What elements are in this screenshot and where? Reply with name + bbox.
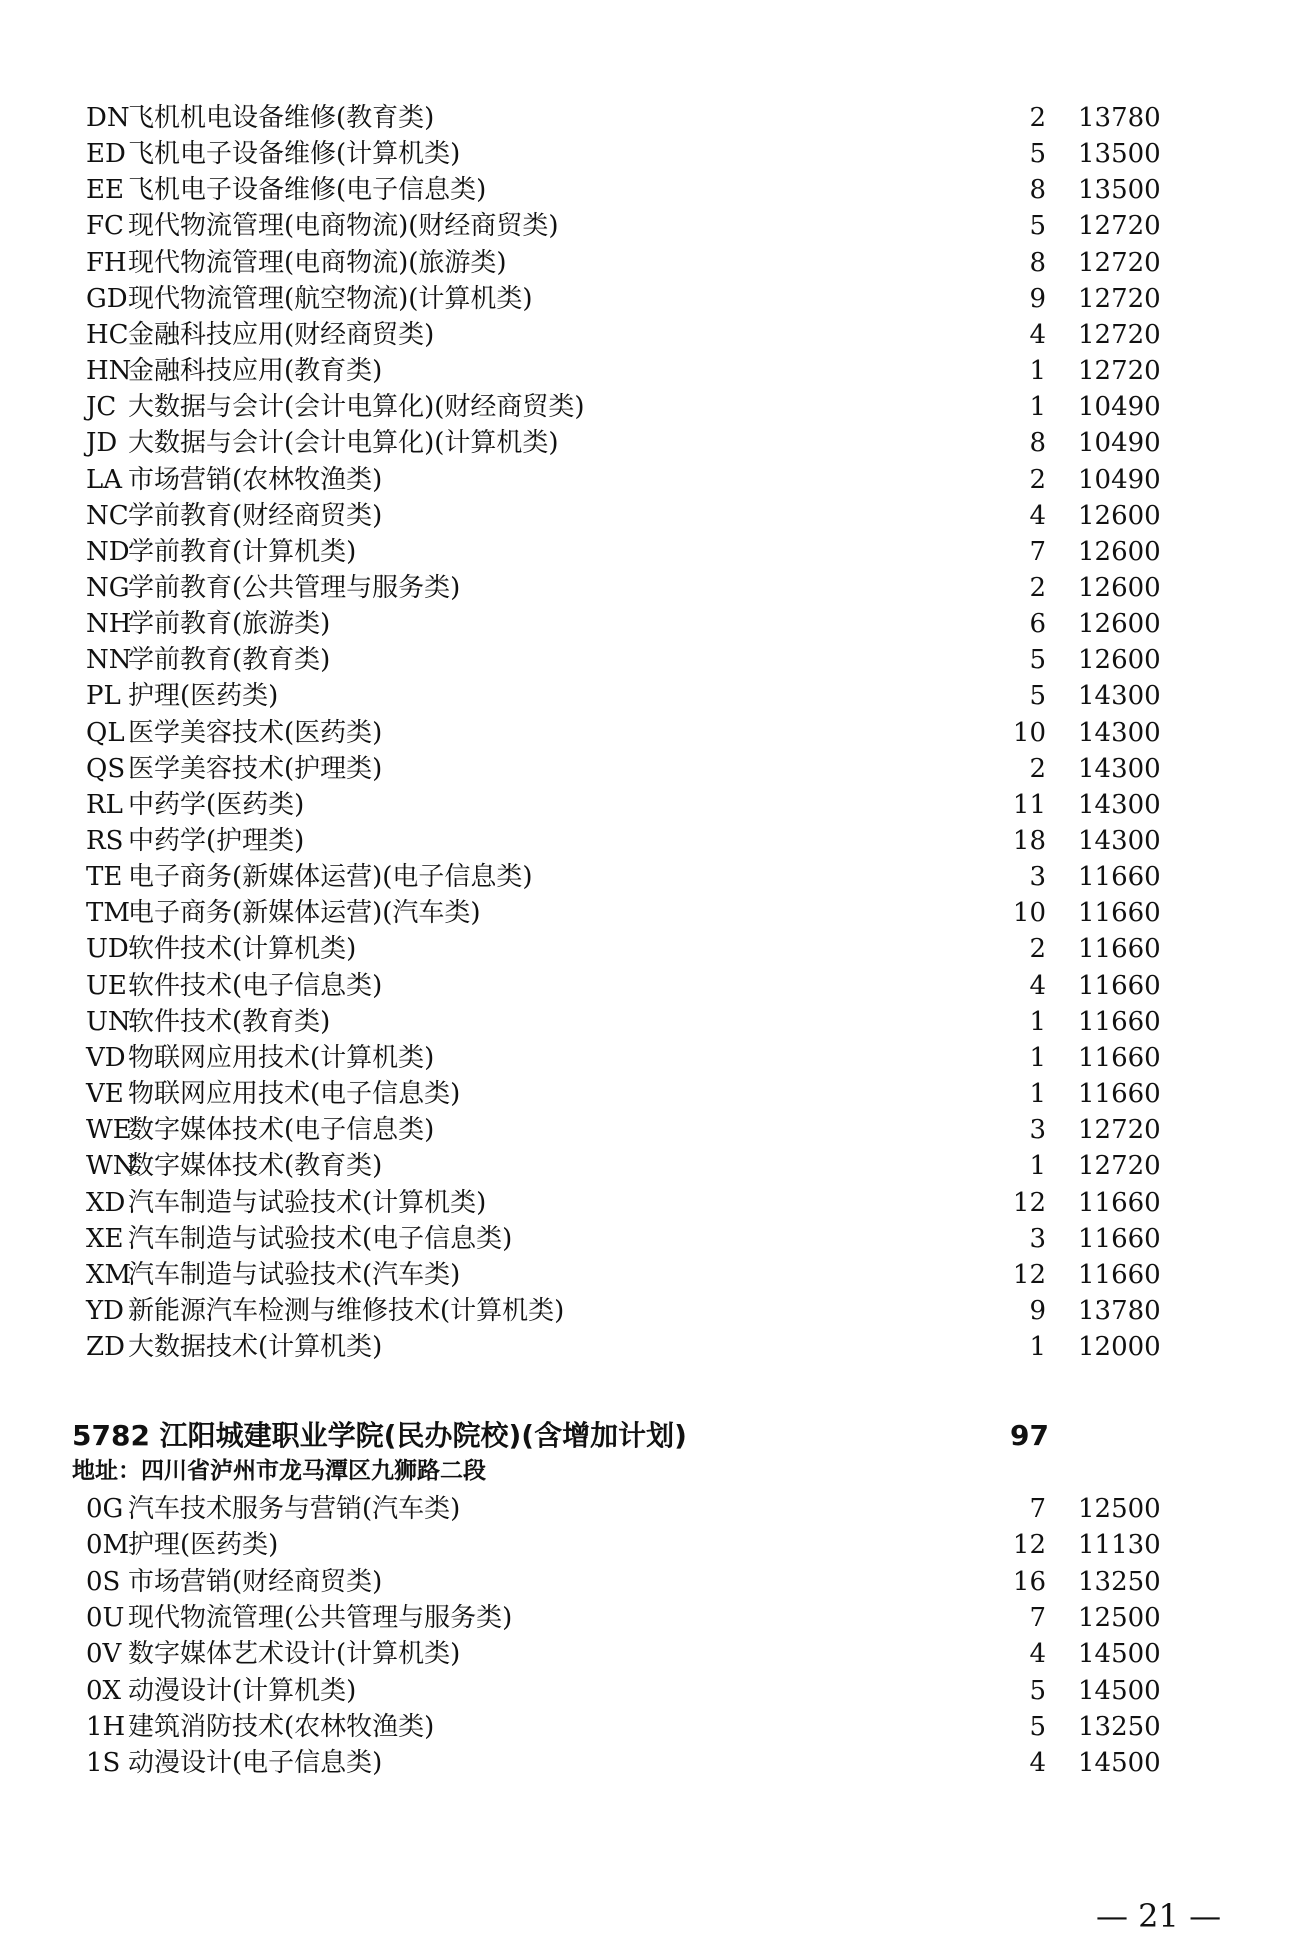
major-name: 动漫设计(计算机类) bbox=[128, 1675, 357, 1706]
plan-count: 9 bbox=[1029, 283, 1046, 314]
major-name: 软件技术(教育类) bbox=[128, 1006, 331, 1037]
table-row bbox=[0, 1330, 1292, 1364]
table-row bbox=[0, 173, 1292, 207]
tuition-fee: 10490 bbox=[1078, 428, 1161, 459]
major-name: 学前教育(财经商贸类) bbox=[128, 500, 383, 531]
tuition-fee: 10490 bbox=[1078, 464, 1161, 495]
tuition-fee: 12720 bbox=[1078, 319, 1161, 350]
table-row bbox=[0, 788, 1292, 822]
table-row bbox=[0, 463, 1292, 497]
major-name: 学前教育(公共管理与服务类) bbox=[128, 572, 461, 603]
tuition-fee: 13500 bbox=[1078, 175, 1161, 206]
major-name: 护理(医药类) bbox=[128, 1530, 279, 1561]
major-code: LA bbox=[86, 464, 123, 495]
table-row bbox=[0, 137, 1292, 171]
major-code: GD bbox=[86, 283, 128, 314]
major-code: RL bbox=[86, 789, 123, 820]
table-row bbox=[0, 716, 1292, 750]
tuition-fee: 12720 bbox=[1078, 283, 1161, 314]
plan-count: 4 bbox=[1029, 500, 1046, 531]
table-row bbox=[0, 1222, 1292, 1256]
major-name: 学前教育(计算机类) bbox=[128, 536, 357, 567]
major-name: 现代物流管理(电商物流)(财经商贸类) bbox=[128, 211, 559, 242]
table-row bbox=[0, 752, 1292, 786]
tuition-fee: 11660 bbox=[1078, 1223, 1161, 1254]
table-row bbox=[0, 1294, 1292, 1328]
plan-count: 12 bbox=[1012, 1530, 1046, 1561]
tuition-fee: 14300 bbox=[1078, 826, 1161, 856]
tuition-fee: 12720 bbox=[1078, 247, 1161, 278]
major-code: ND bbox=[86, 536, 130, 567]
plan-count: 12 bbox=[1012, 1259, 1046, 1290]
plan-count: 3 bbox=[1029, 1115, 1046, 1146]
major-name: 学前教育(旅游类) bbox=[128, 609, 331, 640]
plan-count: 11 bbox=[1012, 789, 1046, 820]
major-code: NC bbox=[86, 500, 129, 531]
major-code: 0V bbox=[86, 1639, 122, 1670]
table-row bbox=[0, 390, 1292, 424]
table-row bbox=[0, 1113, 1292, 1147]
plan-count: 5 bbox=[1029, 211, 1046, 242]
major-name: 护理(医药类) bbox=[128, 681, 279, 712]
major-name: 汽车制造与试验技术(计算机类) bbox=[128, 1187, 487, 1218]
major-code: DN bbox=[86, 103, 130, 133]
table-row bbox=[0, 246, 1292, 280]
tuition-fee: 11660 bbox=[1078, 1259, 1161, 1290]
major-code: 0U bbox=[86, 1602, 125, 1633]
major-code: HN bbox=[86, 356, 132, 387]
table-row bbox=[0, 860, 1292, 894]
table-row bbox=[0, 679, 1292, 713]
major-code: XD bbox=[86, 1187, 126, 1218]
major-code: FC bbox=[86, 211, 124, 242]
major-code: NH bbox=[86, 609, 132, 640]
tuition-fee: 13780 bbox=[1078, 1295, 1161, 1326]
major-code: 0S bbox=[86, 1566, 121, 1597]
plan-count: 1 bbox=[1029, 356, 1046, 387]
major-code: EE bbox=[86, 175, 124, 206]
major-name: 动漫设计(电子信息类) bbox=[128, 1748, 383, 1779]
table-row bbox=[0, 1746, 1292, 1780]
table-row bbox=[0, 932, 1292, 966]
plan-count: 8 bbox=[1029, 175, 1046, 206]
major-code: XM bbox=[86, 1259, 132, 1290]
tuition-fee: 14500 bbox=[1078, 1639, 1161, 1670]
major-name: 中药学(医药类) bbox=[128, 789, 305, 820]
major-code: FH bbox=[86, 247, 127, 278]
major-code: ED bbox=[86, 139, 126, 170]
tuition-fee: 11660 bbox=[1078, 1079, 1161, 1110]
table-row bbox=[0, 607, 1292, 641]
tuition-fee: 11660 bbox=[1078, 898, 1161, 929]
table-row bbox=[0, 1601, 1292, 1635]
tuition-fee: 10490 bbox=[1078, 392, 1161, 423]
plan-count: 7 bbox=[1029, 536, 1046, 567]
major-code: QS bbox=[86, 753, 126, 784]
major-name: 软件技术(计算机类) bbox=[128, 934, 357, 965]
table-row bbox=[0, 101, 1292, 135]
major-code: RS bbox=[86, 826, 124, 856]
school-address: 地址：四川省泸州市龙马潭区九狮路二段 bbox=[72, 1458, 486, 1484]
table-row bbox=[0, 499, 1292, 533]
tuition-fee: 12600 bbox=[1078, 536, 1161, 567]
major-code: TE bbox=[86, 862, 123, 893]
tuition-fee: 12600 bbox=[1078, 500, 1161, 531]
plan-count: 7 bbox=[1029, 1494, 1046, 1524]
table-row bbox=[0, 1041, 1292, 1075]
plan-count: 5 bbox=[1029, 681, 1046, 712]
tuition-fee: 14300 bbox=[1078, 681, 1161, 712]
plan-count: 1 bbox=[1029, 1079, 1046, 1110]
tuition-fee: 12720 bbox=[1078, 356, 1161, 387]
tuition-fee: 13250 bbox=[1078, 1711, 1161, 1742]
tuition-fee: 11660 bbox=[1078, 934, 1161, 965]
tuition-fee: 14500 bbox=[1078, 1748, 1161, 1779]
tuition-fee: 12720 bbox=[1078, 211, 1161, 242]
table-row bbox=[0, 282, 1292, 316]
major-name: 金融科技应用(教育类) bbox=[128, 356, 383, 387]
major-name: 数字媒体技术(电子信息类) bbox=[128, 1115, 435, 1146]
plan-count: 1 bbox=[1029, 1151, 1046, 1182]
major-code: UN bbox=[86, 1006, 131, 1037]
plan-count: 10 bbox=[1012, 898, 1046, 929]
major-code: VE bbox=[86, 1079, 124, 1110]
tuition-fee: 14500 bbox=[1078, 1675, 1161, 1706]
plan-count: 16 bbox=[1012, 1566, 1046, 1597]
major-name: 建筑消防技术(农林牧渔类) bbox=[128, 1711, 435, 1742]
table-row bbox=[0, 1149, 1292, 1183]
major-code: JD bbox=[86, 428, 118, 459]
major-code: HC bbox=[86, 319, 129, 350]
plan-count: 2 bbox=[1029, 934, 1046, 965]
plan-count: 4 bbox=[1029, 319, 1046, 350]
plan-count: 4 bbox=[1029, 1639, 1046, 1670]
major-code: NG bbox=[86, 572, 130, 603]
plan-count: 12 bbox=[1012, 1187, 1046, 1218]
major-code: YD bbox=[86, 1295, 125, 1326]
major-name: 现代物流管理(公共管理与服务类) bbox=[128, 1602, 513, 1633]
major-name: 物联网应用技术(电子信息类) bbox=[128, 1079, 461, 1110]
plan-count: 18 bbox=[1012, 826, 1046, 856]
major-name: 数字媒体技术(教育类) bbox=[128, 1151, 383, 1182]
table-row bbox=[0, 1674, 1292, 1708]
plan-count: 2 bbox=[1029, 753, 1046, 784]
major-code: 1S bbox=[86, 1748, 121, 1779]
major-name: 学前教育(教育类) bbox=[128, 645, 331, 676]
major-code: VD bbox=[86, 1042, 126, 1073]
table-row bbox=[0, 1637, 1292, 1671]
table-row bbox=[0, 1565, 1292, 1599]
table-row bbox=[0, 354, 1292, 388]
table-row bbox=[0, 1528, 1292, 1562]
table-row bbox=[0, 571, 1292, 605]
major-name: 电子商务(新媒体运营)(电子信息类) bbox=[128, 862, 533, 893]
tuition-fee: 12720 bbox=[1078, 1151, 1161, 1182]
major-name: 汽车制造与试验技术(电子信息类) bbox=[128, 1223, 513, 1254]
major-name: 物联网应用技术(计算机类) bbox=[128, 1042, 435, 1073]
tuition-fee: 11660 bbox=[1078, 1006, 1161, 1037]
major-name: 数字媒体艺术设计(计算机类) bbox=[128, 1639, 461, 1670]
table-row bbox=[0, 209, 1292, 243]
table-row bbox=[0, 1492, 1292, 1526]
major-code: NN bbox=[86, 645, 132, 676]
major-name: 医学美容技术(护理类) bbox=[128, 753, 383, 784]
major-code: UD bbox=[86, 934, 129, 965]
plan-count: 5 bbox=[1029, 645, 1046, 676]
tuition-fee: 14300 bbox=[1078, 717, 1161, 748]
major-name: 金融科技应用(财经商贸类) bbox=[128, 319, 435, 350]
tuition-fee: 12000 bbox=[1078, 1332, 1161, 1363]
major-code: WE bbox=[86, 1115, 132, 1146]
plan-count: 4 bbox=[1029, 1748, 1046, 1779]
table-row bbox=[0, 318, 1292, 352]
major-name: 软件技术(电子信息类) bbox=[128, 970, 383, 1001]
major-name: 汽车制造与试验技术(汽车类) bbox=[128, 1259, 461, 1290]
major-code: UE bbox=[86, 970, 127, 1001]
table-row bbox=[0, 896, 1292, 930]
plan-count: 9 bbox=[1029, 1295, 1046, 1326]
tuition-fee: 11660 bbox=[1078, 1187, 1161, 1218]
plan-count: 1 bbox=[1029, 1042, 1046, 1073]
major-name: 电子商务(新媒体运营)(汽车类) bbox=[128, 898, 481, 929]
plan-count: 1 bbox=[1029, 1332, 1046, 1363]
tuition-fee: 13500 bbox=[1078, 139, 1161, 170]
major-code: 0X bbox=[86, 1675, 122, 1706]
major-name: 市场营销(农林牧渔类) bbox=[128, 464, 383, 495]
plan-count: 1 bbox=[1029, 1006, 1046, 1037]
tuition-fee: 11660 bbox=[1078, 862, 1161, 893]
major-name: 医学美容技术(医药类) bbox=[128, 717, 383, 748]
plan-count: 5 bbox=[1029, 1675, 1046, 1706]
table-row bbox=[0, 535, 1292, 569]
plan-count: 1 bbox=[1029, 392, 1046, 423]
tuition-fee: 11660 bbox=[1078, 970, 1161, 1001]
plan-count: 7 bbox=[1029, 1602, 1046, 1633]
table-row bbox=[0, 1077, 1292, 1111]
major-code: XE bbox=[86, 1223, 124, 1254]
major-name: 汽车技术服务与营销(汽车类) bbox=[128, 1494, 461, 1524]
table-row bbox=[0, 426, 1292, 460]
table-row bbox=[0, 1258, 1292, 1292]
plan-count: 6 bbox=[1029, 609, 1046, 640]
table-row bbox=[0, 969, 1292, 1003]
page-number: — 21 — bbox=[1096, 1897, 1222, 1935]
plan-count: 2 bbox=[1029, 464, 1046, 495]
table-row bbox=[0, 824, 1292, 858]
major-code: 0M bbox=[86, 1530, 130, 1561]
tuition-fee: 12500 bbox=[1078, 1494, 1161, 1524]
major-code: 1H bbox=[86, 1711, 126, 1742]
plan-count: 5 bbox=[1029, 1711, 1046, 1742]
table-row bbox=[0, 1005, 1292, 1039]
major-name: 大数据与会计(会计电算化)(财经商贸类) bbox=[128, 392, 585, 423]
plan-count: 4 bbox=[1029, 970, 1046, 1001]
major-name: 现代物流管理(航空物流)(计算机类) bbox=[128, 283, 533, 314]
major-name: 新能源汽车检测与维修技术(计算机类) bbox=[128, 1295, 565, 1326]
major-name: 中药学(护理类) bbox=[128, 826, 305, 856]
plan-count: 3 bbox=[1029, 862, 1046, 893]
plan-count: 8 bbox=[1029, 428, 1046, 459]
table-row bbox=[0, 1710, 1292, 1744]
plan-count: 10 bbox=[1012, 717, 1046, 748]
plan-count: 2 bbox=[1029, 572, 1046, 603]
tuition-fee: 14300 bbox=[1078, 789, 1161, 820]
tuition-fee: 12500 bbox=[1078, 1602, 1161, 1633]
major-code: WN bbox=[86, 1151, 136, 1182]
tuition-fee: 11660 bbox=[1078, 1042, 1161, 1073]
tuition-fee: 12600 bbox=[1078, 572, 1161, 603]
major-code: 0G bbox=[86, 1494, 124, 1524]
school-total: 97 bbox=[1010, 1419, 1049, 1452]
tuition-fee: 11130 bbox=[1078, 1530, 1161, 1561]
table-row bbox=[0, 1186, 1292, 1220]
major-name: 飞机电子设备维修(电子信息类) bbox=[128, 175, 487, 206]
tuition-fee: 12600 bbox=[1078, 645, 1161, 676]
school-header bbox=[0, 1416, 1292, 1456]
school-title: 5782 江阳城建职业学院(民办院校)(含增加计划) bbox=[72, 1419, 687, 1452]
tuition-fee: 12720 bbox=[1078, 1115, 1161, 1146]
plan-count: 3 bbox=[1029, 1223, 1046, 1254]
plan-count: 2 bbox=[1029, 103, 1046, 133]
plan-count: 8 bbox=[1029, 247, 1046, 278]
major-code: PL bbox=[86, 681, 121, 712]
major-code: ZD bbox=[86, 1332, 125, 1363]
major-name: 现代物流管理(电商物流)(旅游类) bbox=[128, 247, 507, 278]
major-name: 大数据与会计(会计电算化)(计算机类) bbox=[128, 428, 559, 459]
major-code: TM bbox=[86, 898, 130, 929]
tuition-fee: 12600 bbox=[1078, 609, 1161, 640]
major-code: JC bbox=[86, 392, 117, 423]
tuition-fee: 13250 bbox=[1078, 1566, 1161, 1597]
major-name: 飞机电子设备维修(计算机类) bbox=[128, 139, 461, 170]
tuition-fee: 13780 bbox=[1078, 103, 1161, 133]
table-row bbox=[0, 643, 1292, 677]
major-name: 大数据技术(计算机类) bbox=[128, 1332, 383, 1363]
major-name: 市场营销(财经商贸类) bbox=[128, 1566, 383, 1597]
major-code: QL bbox=[86, 717, 125, 748]
major-name: 飞机机电设备维修(教育类) bbox=[128, 103, 435, 133]
plan-count: 5 bbox=[1029, 139, 1046, 170]
tuition-fee: 14300 bbox=[1078, 753, 1161, 784]
